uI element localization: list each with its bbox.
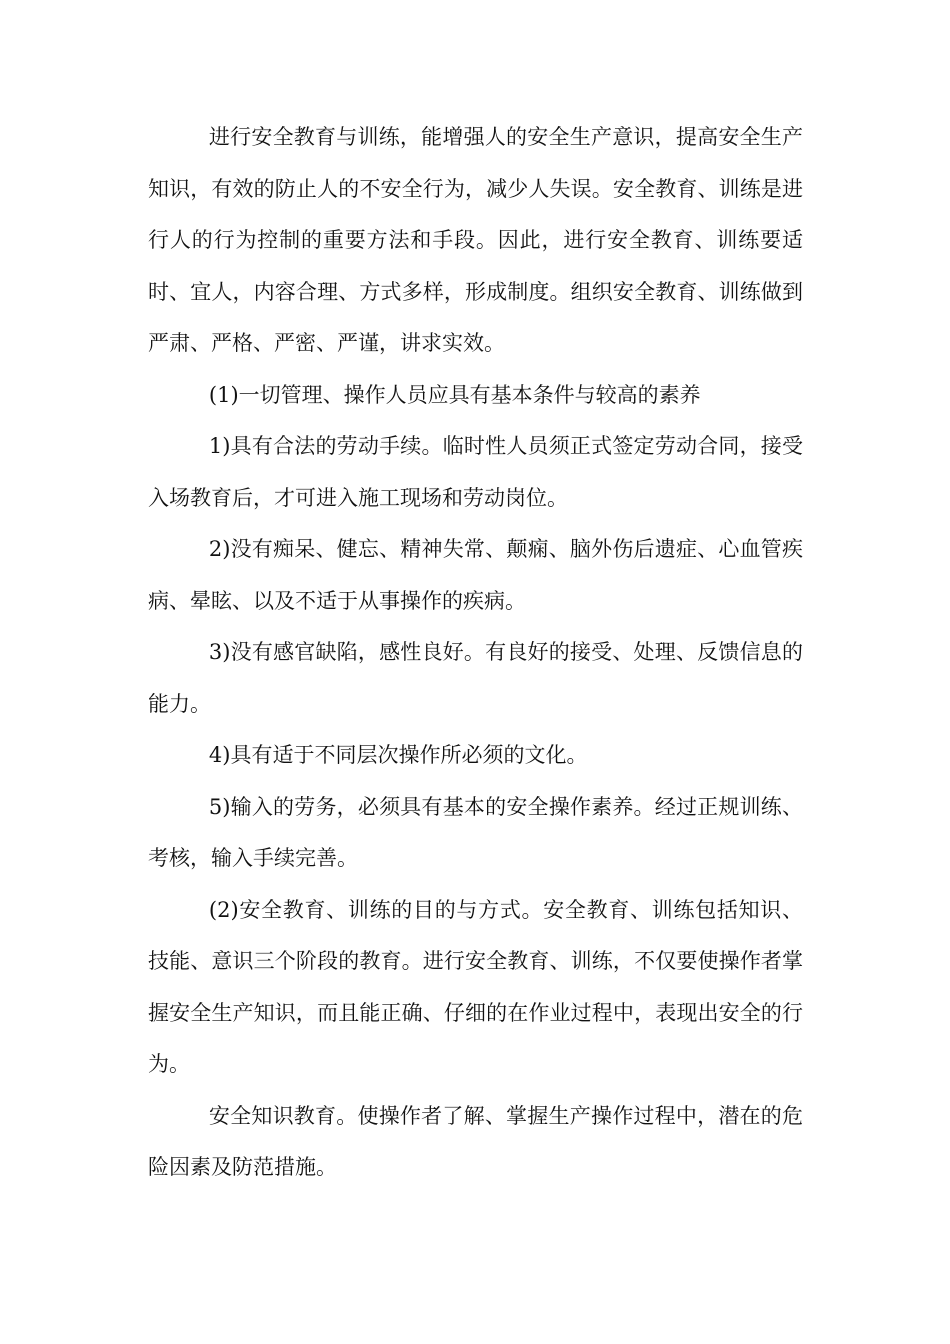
paragraph-section-1-heading: (1)一切管理、操作人员应具有基本条件与较高的素养 — [208, 382, 701, 407]
paragraph-item-5: 5)输入的劳务，必须具有基本的安全操作素养。经过正规训练、考核，输入手续完善。 — [148, 794, 803, 870]
paragraph-intro: 进行安全教育与训练，能增强人的安全生产意识，提高安全生产知识，有效的防止人的不安全行为，减少人失误。安全教育、训练是进行人的行为控制的重要方法和手段。因此，进行安全教育、训练要适时、宜人，内容合理、方式多样，形成制度。组织安全教育、训练做到严肃、严格、严密、严谨，讲求实效。 — [148, 125, 803, 355]
paragraph-knowledge-education: 安全知识教育。使操作者了解、掌握生产操作过程中，潜在的危险因素及防范措施。 — [148, 1103, 803, 1179]
paragraph-item-1: 1)具有合法的劳动手续。临时性人员须正式签定劳动合同，接受入场教育后，才可进入施工现场和劳动岗位。 — [148, 434, 803, 510]
paragraph-item-4: 4)具有适于不同层次操作所必须的文化。 — [208, 743, 588, 767]
paragraph-item-3: 3)没有感官缺陷，感性良好。有良好的接受、处理、反馈信息的能力。 — [148, 640, 803, 716]
paragraph-section-2: (2)安全教育、训练的目的与方式。安全教育、训练包括知识、技能、意识三个阶段的教育。进行安全教育、训练，不仅要使操作者掌握安全生产知识，而且能正确、仔细的在作业过程中，表现出安全的行为。 — [148, 897, 803, 1076]
paragraph-item-2: 2)没有痴呆、健忘、精神失常、颠痫、脑外伤后遗症、心血管疾病、晕眩、以及不适于从事操作的疾病。 — [148, 537, 803, 613]
document-body — [148, 112, 803, 1194]
